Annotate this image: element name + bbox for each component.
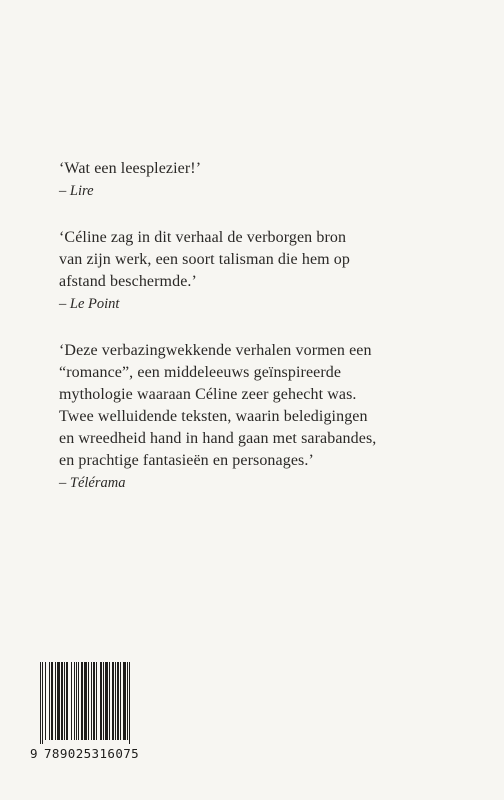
- barcode-bar: [55, 662, 56, 740]
- quote-lire: [59, 158, 479, 201]
- quote-line: en wreedheid hand in hand gaan met sarabandes,: [59, 430, 377, 447]
- barcode-bar: [76, 662, 77, 740]
- barcode-bar: [103, 662, 104, 740]
- barcode-bar: [78, 662, 79, 740]
- barcode-bar: [115, 662, 116, 740]
- barcode-bar: [71, 662, 72, 740]
- quote-line: ‘Wat een leesplezier!’: [59, 160, 202, 177]
- quote-line: ‘Deze verbazingwekkende verhalen vormen een: [59, 342, 372, 359]
- isbn-first-digit: 9: [30, 746, 38, 761]
- barcode-bar: [123, 662, 126, 740]
- barcode-bar: [93, 662, 95, 740]
- barcode-bar: [49, 662, 50, 740]
- barcode-bar: [120, 662, 121, 740]
- quote-line: afstand beschermde.’: [59, 273, 197, 290]
- barcode-bar: [40, 662, 41, 744]
- barcode-bar: [112, 662, 114, 740]
- barcode-bar: [129, 662, 130, 744]
- barcode-bar: [109, 662, 110, 740]
- barcode-bar: [66, 662, 68, 740]
- barcode-bar: [61, 662, 63, 740]
- barcode-bar: [57, 662, 60, 740]
- quote-le-point: [59, 227, 479, 314]
- barcode-bar: [64, 662, 65, 740]
- quote-source: – Lire: [59, 183, 94, 199]
- barcode-bar: [81, 662, 83, 740]
- barcode-bar: [42, 662, 43, 744]
- barcode-bar: [96, 662, 97, 740]
- isbn-digits: 789025316075: [44, 746, 140, 761]
- barcode-bar: [88, 662, 89, 740]
- isbn-barcode: [30, 662, 170, 762]
- quote-source: – Le Point: [59, 296, 120, 312]
- barcode-bar: [91, 662, 92, 740]
- barcode-bar: [100, 662, 102, 740]
- barcode-bar: [105, 662, 108, 740]
- back-cover-quotes: [59, 158, 479, 519]
- quote-telerama: [59, 340, 479, 493]
- barcode-bar: [117, 662, 119, 740]
- quote-line: mythologie waaraan Céline zeer gehecht was.: [59, 386, 357, 403]
- barcode-bars: [40, 662, 168, 744]
- quote-line: van zijn werk, een soort talisman die hem op: [59, 251, 350, 268]
- quote-line: “romance”, een middeleeuws geïnspireerde: [59, 364, 342, 381]
- quote-line: en prachtige fantasieën en personages.’: [59, 452, 314, 469]
- barcode-bar: [45, 662, 46, 740]
- quote-line: Twee welluidende teksten, waarin beledigingen: [59, 408, 368, 425]
- quote-line: ‘Céline zag in dit verhaal de verborgen bron: [59, 229, 347, 246]
- barcode-bar: [51, 662, 53, 740]
- barcode-bar: [84, 662, 87, 740]
- barcode-bar: [74, 662, 75, 740]
- barcode-bar: [127, 662, 128, 740]
- quote-source: – Télérama: [59, 475, 126, 491]
